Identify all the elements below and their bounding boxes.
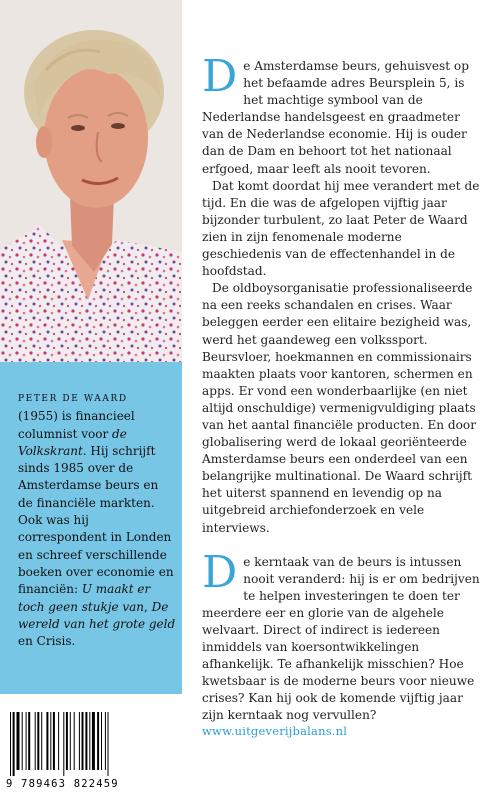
barcode-bar [26,712,27,770]
blurb-paragraph-4-text: e kerntaak van de beurs is intussen nooit veranderd: hij is er om bedrijven te helpen investeringen te doen ter meerdere eer en glorie van de algehele welvaart. Direct of indirect is iedereen inmiddels van koersontwikkelingen afhankelijk. Te afhankelijk misschien? Hoe kwetsbaar is de moderne beurs voor nieuwe crises? Kan hij ook de komende vijftig jaar zijn kerntaak nog vervullen? [202,554,480,723]
author-portrait [0,0,182,362]
bio-book-1: U maakt er toch geen stukje van [18,582,151,614]
barcode-bar [53,712,55,770]
bio-book-2: De wereld van het grote geld [18,599,176,631]
barcode-bar [101,712,102,770]
barcode-bar [92,712,95,770]
barcode-bar [22,712,23,770]
barcode-bar [70,712,71,770]
bio-intro: (1955) is financieel columnist voor [18,409,135,441]
author-bio [18,389,176,650]
left-column [0,0,182,800]
publisher-url[interactable]: www.uitgeverijbalans.nl [202,724,348,738]
dropcap-2: D [202,546,238,598]
barcode-bar [13,712,15,776]
barcode-bar [10,712,11,776]
barcode-bar [85,712,87,770]
isbn-number: 9 789463 822459 [6,778,119,790]
barcode-bars [4,710,140,776]
barcode-bar [46,712,48,770]
blurb-paragraph-3: De oldboysorganisatie professionaliseerde na een reeks schandalen en crises. Waar beleggen eerder een elitaire bezigheid was, werd het gaandeweg een volkssport. Beursvloer, hoekmannen en commissionairs maakten plaats voor kantoren, schermen en apps. Er vond een wonderbaarlijke (en niet altijd onschuldige) vermenigvuldiging plaats van het aantal financiële producten. En door globalisering werd de lokaal georiënteerde Amsterdamse beurs een onderdeel van een belangrijke multinational. De Waard schrijft het uiterst spannend en levendig op na uitgebreid archiefonderzoek en vele interviews. [202,281,476,535]
isbn-barcode [4,710,140,792]
blurb-text [202,51,484,725]
bio-ending: en Crisis. [18,634,76,649]
bio-career: . Hij schrijft sinds 1985 over de Amsterdamse beurs en de financiële markten. Ook was hij correspondent in Londen en schreef verschillende boeken over economie en financiën: [18,443,174,597]
barcode-bar [89,712,90,770]
dropcap-1: D [202,51,238,102]
author-bio-panel [0,362,182,694]
barcode-bar [74,712,75,770]
blurb-paragraph-1 [202,51,484,178]
author-name: PETER DE WAARD [18,394,128,404]
bio-separator: , [144,599,152,614]
barcode-bar [66,712,68,770]
barcode-bar [50,712,51,770]
bio-newspaper: de Volkskrant [18,426,127,458]
paragraph-gap [202,537,484,554]
blurb-paragraph-4 [202,546,484,725]
barcode-bar [17,712,20,770]
blurb-paragraph-1-text: e Amsterdamse beurs, gehuisvest op het befaamde adres Beursplein 5, is het machtige symbool van de Nederlandse handelsgeest en graadmeter van de Nederlandse economie. Hij is ouder dan de Dam en behoort tot het nationaal erfgoed, maar leeft als nooit tevoren. [202,59,469,176]
barcode-bar [82,712,84,770]
barcode-bar [108,712,109,776]
barcode-bar [105,712,106,770]
barcode-bar [35,712,36,770]
barcode-bar [28,712,30,770]
blurb-paragraph-2: Dat komt doordat hij mee verandert met de tijd. En die was de afgelopen vijftig jaar bijzonder turbulent, zo laat Peter de Waard zien in zijn fenomenale moderne geschiedenis van de effectenhandel in de hoofdstad. [202,178,480,279]
barcode-bar [58,712,59,770]
barcode-bar [63,712,64,776]
barcode-bar [41,712,42,770]
barcode-bar [37,712,39,770]
barcode-bar [97,712,99,770]
barcode-bar [79,712,80,770]
